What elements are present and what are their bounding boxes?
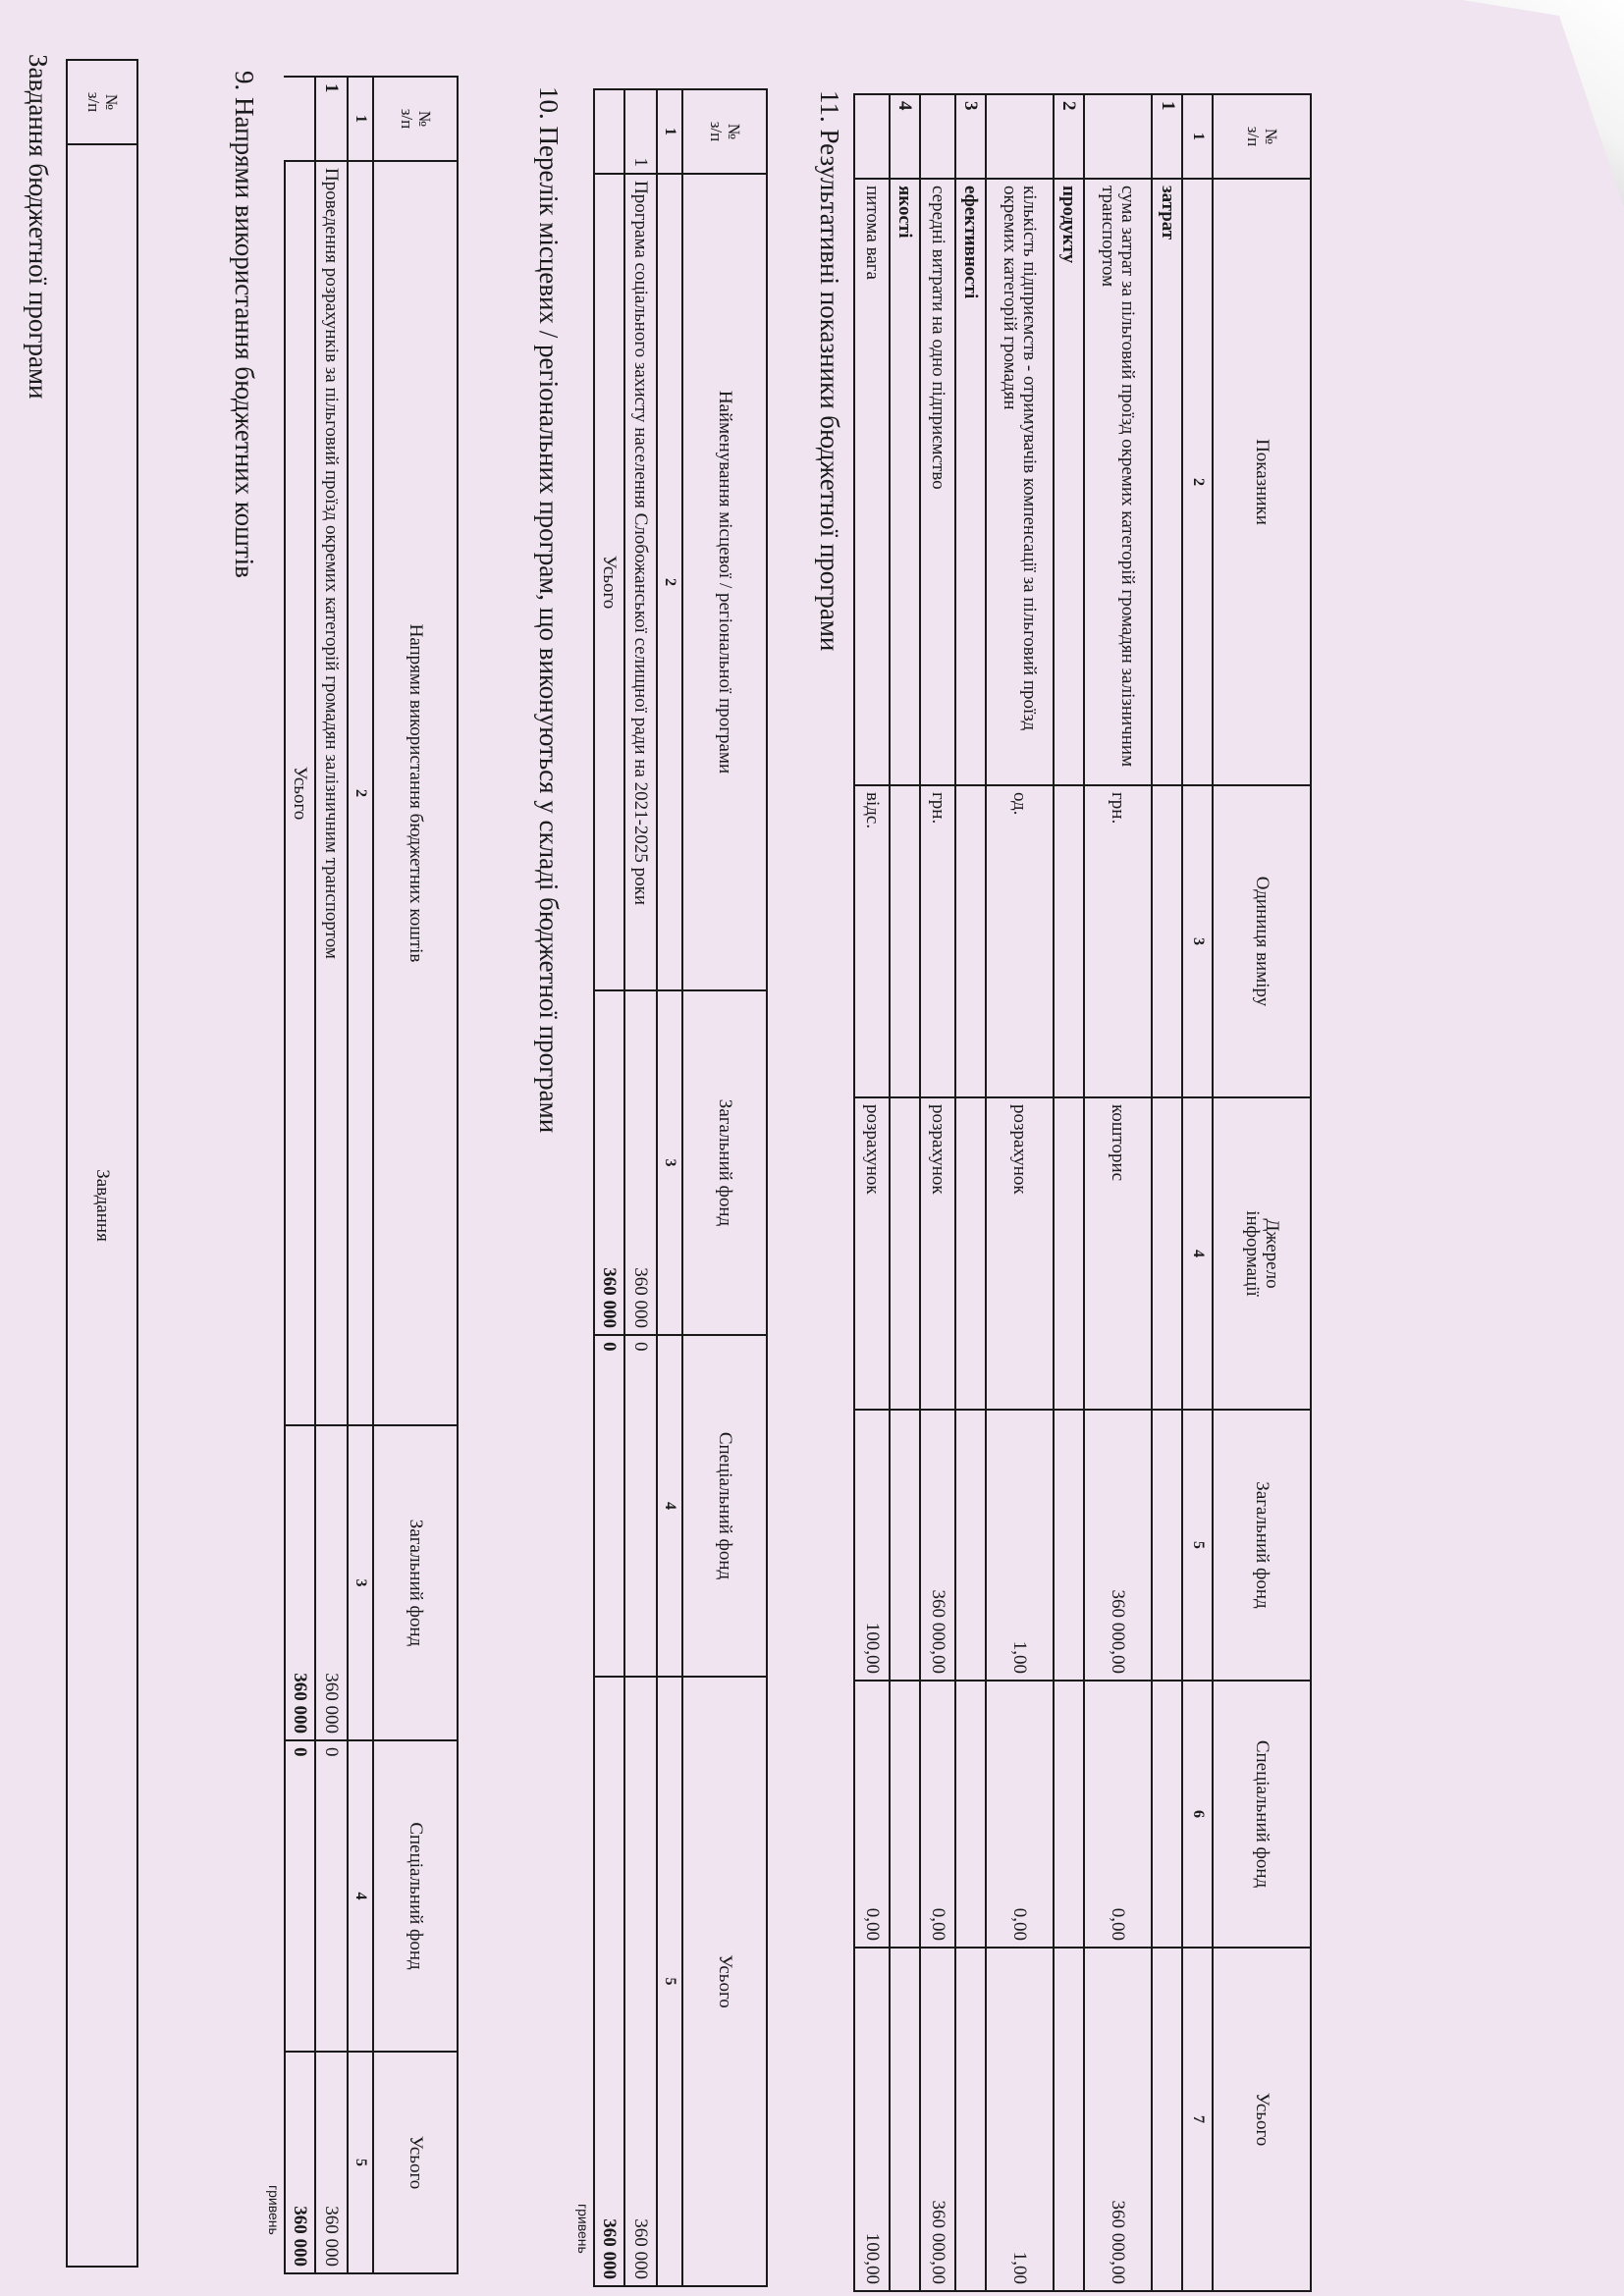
group-label: затрат [1152, 179, 1182, 785]
header-cell: Усього [373, 2052, 458, 2273]
total-value: 1,00 [986, 1948, 1054, 2291]
total-value: 360 000,00 [1084, 1948, 1152, 2291]
total-value: 100,00 [854, 1948, 890, 2291]
header-cell: Джерело інформації [1213, 1097, 1311, 1410]
group-row [955, 94, 986, 2291]
table-row [315, 77, 348, 2273]
currency-unit: гривень [266, 2185, 282, 2235]
column-number: 7 [1182, 1948, 1213, 2291]
table-row [624, 89, 657, 2286]
indicator-unit: грн. [1084, 785, 1152, 1097]
header-cell: № з/п [67, 60, 137, 144]
grand-total: 360 000 [594, 1677, 624, 2286]
group-row [890, 94, 920, 2291]
table-row [1084, 94, 1152, 2291]
header-cell: Завдання [67, 144, 137, 2267]
group-row [1152, 94, 1182, 2291]
header-cell: Одиниця виміру [1213, 785, 1311, 1097]
indicator-unit: од. [986, 785, 1054, 1097]
row-name: Проведення розрахунків за пільговий проїзд окремих категорій громадян залізничним транспортом [315, 161, 348, 1425]
group-label: ефективності [955, 179, 986, 785]
indicator-unit: грн. [920, 785, 955, 1097]
group-number: 1 [1152, 94, 1182, 179]
total-value: 360 000,00 [920, 1948, 955, 2291]
header-cell: Спеціальний фонд [1213, 1681, 1311, 1948]
column-number: 1 [348, 77, 373, 161]
group-number: 2 [1054, 94, 1084, 179]
table-row [986, 94, 1054, 2291]
column-number: 5 [657, 1677, 682, 2286]
row-number: 1 [315, 77, 348, 161]
special-fund-value: 0 [624, 1335, 657, 1677]
indicator-name: середні витрати на одно підприємство [920, 179, 955, 785]
column-number: 4 [1182, 1097, 1213, 1410]
column-number: 1 [657, 89, 682, 174]
header-cell: № з/п [1213, 94, 1311, 179]
column-number: 2 [348, 161, 373, 1425]
performance-indicators-table [853, 93, 1312, 2292]
header-cell: № з/п [373, 77, 458, 161]
column-number: 5 [1182, 1410, 1213, 1681]
column-number: 3 [348, 1425, 373, 1740]
group-number: 4 [890, 94, 920, 179]
general-fund-total: 360 000 [594, 990, 624, 1335]
group-number: 3 [955, 94, 986, 179]
column-number: 2 [657, 174, 682, 990]
total-value: 360 000 [624, 1677, 657, 2286]
section-11-title: 11. Результативні показники бюджетної програми [815, 90, 844, 652]
indicator-unit: відс. [854, 785, 890, 1097]
column-number: 2 [1182, 179, 1213, 785]
general-fund-value: 100,00 [854, 1410, 890, 1681]
column-number: 3 [1182, 785, 1213, 1097]
group-label: продукту [1054, 179, 1084, 785]
tasks-table [66, 59, 138, 2268]
row-name: Програма соціального захисту населення Слобожанської селищної ради на 2021-2025 роки [624, 174, 657, 990]
header-cell: Загальний фонд [1213, 1410, 1311, 1681]
header-cell: Усього [682, 1677, 767, 2286]
special-fund-value: 0 [315, 1740, 348, 2052]
special-fund-total: 0 [285, 1740, 315, 2052]
total-row [285, 77, 315, 2273]
total-value: 360 000 [315, 2052, 348, 2273]
column-number: 5 [348, 2052, 373, 2273]
section-9-title: 9. Напрями використання бюджетних коштів [230, 71, 259, 578]
indicator-name: кількість підприємств - отримувачів компенсації за пільговий проїзд окремих категорій громадян [986, 179, 1054, 785]
indicator-name: питома вага [854, 179, 890, 785]
section-8-title: Завдання бюджетної програми [24, 54, 53, 400]
grand-total: 360 000 [285, 2052, 315, 2273]
row-number: 1 [624, 89, 657, 174]
general-fund-value: 360 000,00 [1084, 1410, 1152, 1681]
general-fund-value: 360 000,00 [920, 1410, 955, 1681]
header-cell: № з/п [682, 89, 767, 174]
table-row [854, 94, 890, 2291]
indicator-source: розрахунок [986, 1097, 1054, 1410]
group-label: якості [890, 179, 920, 785]
total-label: Усього [285, 161, 315, 1425]
header-cell: Загальний фонд [373, 1425, 458, 1740]
currency-unit: гривень [575, 2204, 591, 2254]
indicator-name: сума затрат за пільговий проїзд окремих категорій громадян залізничним транспортом [1084, 179, 1152, 785]
special-fund-value: 0,00 [1084, 1681, 1152, 1948]
header-cell: Спеціальний фонд [373, 1740, 458, 2052]
general-fund-value: 1,00 [986, 1410, 1054, 1681]
indicator-source: розрахунок [854, 1097, 890, 1410]
general-fund-value: 360 000 [315, 1425, 348, 1740]
column-number: 4 [348, 1740, 373, 2052]
local-programs-table [593, 88, 768, 2287]
special-fund-value: 0,00 [986, 1681, 1054, 1948]
column-number: 4 [657, 1335, 682, 1677]
general-fund-total: 360 000 [285, 1425, 315, 1740]
directions-table [284, 76, 459, 2274]
section-10-title: 10. Перелік місцевих / регіональних програм, що виконуються у складі бюджетної програми [534, 86, 564, 1134]
special-fund-value: 0,00 [854, 1681, 890, 1948]
column-number: 1 [1182, 94, 1213, 179]
column-number: 6 [1182, 1681, 1213, 1948]
special-fund-value: 0,00 [920, 1681, 955, 1948]
header-cell: Спеціальний фонд [682, 1335, 767, 1677]
header-cell: Усього [1213, 1948, 1311, 2291]
general-fund-value: 360 000 [624, 990, 657, 1335]
header-cell: Напрями використання бюджетних коштів [373, 161, 458, 1425]
total-label: Усього [594, 174, 624, 990]
group-row [1054, 94, 1084, 2291]
header-cell: Найменування місцевої / регіональної програми [682, 174, 767, 990]
header-cell: Загальний фонд [682, 990, 767, 1335]
table-row [920, 94, 955, 2291]
indicator-source: розрахунок [920, 1097, 955, 1410]
special-fund-total: 0 [594, 1335, 624, 1677]
column-number: 3 [657, 990, 682, 1335]
total-row [594, 89, 624, 2286]
indicator-source: кошторис [1084, 1097, 1152, 1410]
header-cell: Показники [1213, 179, 1311, 785]
